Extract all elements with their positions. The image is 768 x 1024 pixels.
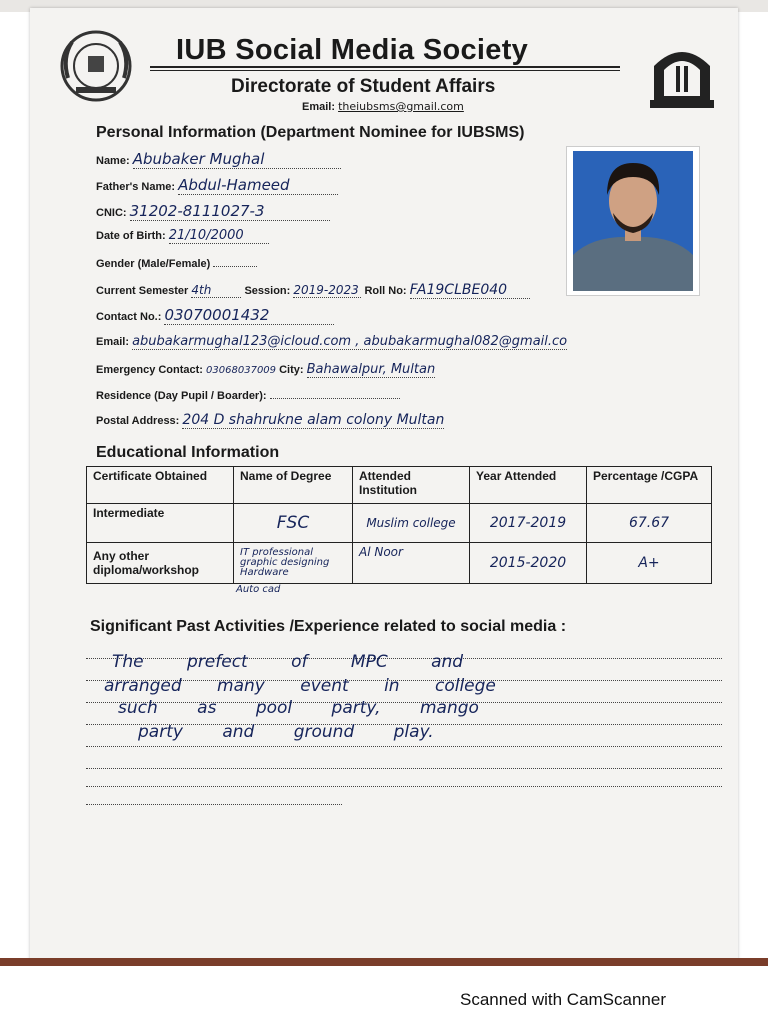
form-subtitle: Directorate of Student Affairs bbox=[231, 76, 496, 97]
column-header: Name of Degree bbox=[234, 467, 353, 504]
table-cell-year: 2015-2020 bbox=[470, 543, 587, 584]
email-label: Email: bbox=[96, 336, 130, 348]
gender-label: Gender (Male/Female) bbox=[96, 258, 211, 270]
semester-session-roll-field bbox=[96, 282, 530, 299]
cnic-label: CNIC: bbox=[96, 207, 127, 219]
activity-line: party and ground play. bbox=[138, 722, 434, 742]
table-cell-degree: FSC bbox=[234, 504, 353, 543]
column-header: Year Attended bbox=[470, 467, 587, 504]
writing-line bbox=[86, 768, 722, 769]
society-email bbox=[302, 100, 464, 113]
table-cell-degree: IT professional graphic designing Hardware bbox=[234, 543, 353, 584]
personal-info-heading: Personal Information (Department Nominee for IUBSMS) bbox=[96, 124, 525, 141]
email-field bbox=[96, 334, 567, 350]
table-cell-year: 2017-2019 bbox=[470, 504, 587, 543]
city-value: Bahawalpur, Multan bbox=[306, 362, 436, 377]
extra-diploma-note: Auto cad bbox=[236, 584, 281, 595]
dob-field bbox=[96, 228, 269, 244]
desk-edge bbox=[0, 958, 768, 966]
residence-blank bbox=[270, 398, 400, 399]
education-heading: Educational Information bbox=[96, 444, 280, 461]
table-cell-grade: 67.67 bbox=[587, 504, 712, 543]
table-cell-certificate: Any other diploma/workshop bbox=[87, 543, 234, 584]
session-label: Session: bbox=[244, 285, 291, 297]
city-label: City: bbox=[279, 364, 304, 376]
applicant-photo bbox=[566, 146, 700, 296]
cnic-value: 31202-8111027-3 bbox=[130, 202, 330, 221]
email-value: abubakarmughal123@icloud.com , abubakarmughal082@gmail.co bbox=[132, 334, 568, 349]
writing-line bbox=[86, 804, 342, 805]
table-cell-certificate: Intermediate bbox=[87, 504, 234, 543]
activity-line: arranged many event in college bbox=[104, 676, 496, 696]
applicant-portrait-icon bbox=[573, 151, 693, 291]
activity-line: such as pool party, mango bbox=[118, 698, 479, 718]
postal-address-field bbox=[96, 412, 444, 429]
name-label: Name: bbox=[96, 155, 130, 167]
form-title: IUB Social Media Society bbox=[176, 34, 529, 66]
contact-field bbox=[96, 306, 334, 325]
roll-label: Roll No: bbox=[364, 285, 407, 297]
column-header: Percentage /CGPA bbox=[587, 467, 712, 504]
writing-line bbox=[86, 746, 722, 747]
contact-label: Contact No.: bbox=[96, 311, 162, 323]
father-name-field bbox=[96, 176, 338, 195]
society-email-label: Email: bbox=[302, 101, 336, 113]
table-cell-institution: Al Noor bbox=[353, 543, 470, 584]
activities-heading: Significant Past Activities /Experience related to social media : bbox=[90, 618, 567, 635]
emergency-label: Emergency Contact: bbox=[96, 364, 203, 376]
university-logo-icon bbox=[646, 44, 718, 110]
dob-label: Date of Birth: bbox=[96, 230, 166, 242]
residence-field bbox=[96, 390, 400, 402]
dob-value: 21/10/2000 bbox=[169, 228, 269, 244]
semester-value: 4th bbox=[191, 283, 241, 298]
table-cell-grade: A+ bbox=[587, 543, 712, 584]
title-underline bbox=[150, 66, 620, 68]
session-value: 2019-2023 bbox=[293, 283, 361, 298]
residence-label: Residence (Day Pupil / Boarder): bbox=[96, 390, 267, 402]
writing-line bbox=[86, 786, 722, 787]
postal-value: 204 D shahrukne alam colony Multan bbox=[182, 412, 445, 428]
table-row bbox=[87, 504, 712, 543]
column-header: Attended Institution bbox=[353, 467, 470, 504]
table-cell-institution: Muslim college bbox=[353, 504, 470, 543]
title-underline-thin bbox=[150, 70, 620, 71]
table-row bbox=[87, 543, 712, 584]
contact-value: 03070001432 bbox=[164, 306, 334, 325]
semester-label: Current Semester bbox=[96, 285, 189, 297]
emergency-value: 03068037009 bbox=[206, 365, 277, 376]
name-value: Abubaker Mughal bbox=[133, 150, 341, 169]
gender-blank bbox=[213, 266, 257, 267]
scanner-watermark: Scanned with CamScanner bbox=[460, 990, 667, 1009]
society-logo-icon bbox=[58, 28, 134, 104]
table-header-row bbox=[87, 467, 712, 504]
emergency-city-field bbox=[96, 362, 435, 378]
education-table bbox=[86, 466, 712, 584]
society-email-value: theiubsms@gmail.com bbox=[338, 100, 464, 113]
cnic-field bbox=[96, 202, 330, 221]
roll-value: FA19CLBE040 bbox=[410, 282, 530, 299]
name-field bbox=[96, 150, 341, 169]
father-name-value: Abdul-Hameed bbox=[178, 176, 338, 195]
postal-label: Postal Address: bbox=[96, 415, 180, 427]
activity-line: The prefect of MPC and bbox=[112, 652, 464, 672]
father-name-label: Father's Name: bbox=[96, 181, 176, 193]
column-header: Certificate Obtained bbox=[87, 467, 234, 504]
gender-field bbox=[96, 258, 257, 270]
